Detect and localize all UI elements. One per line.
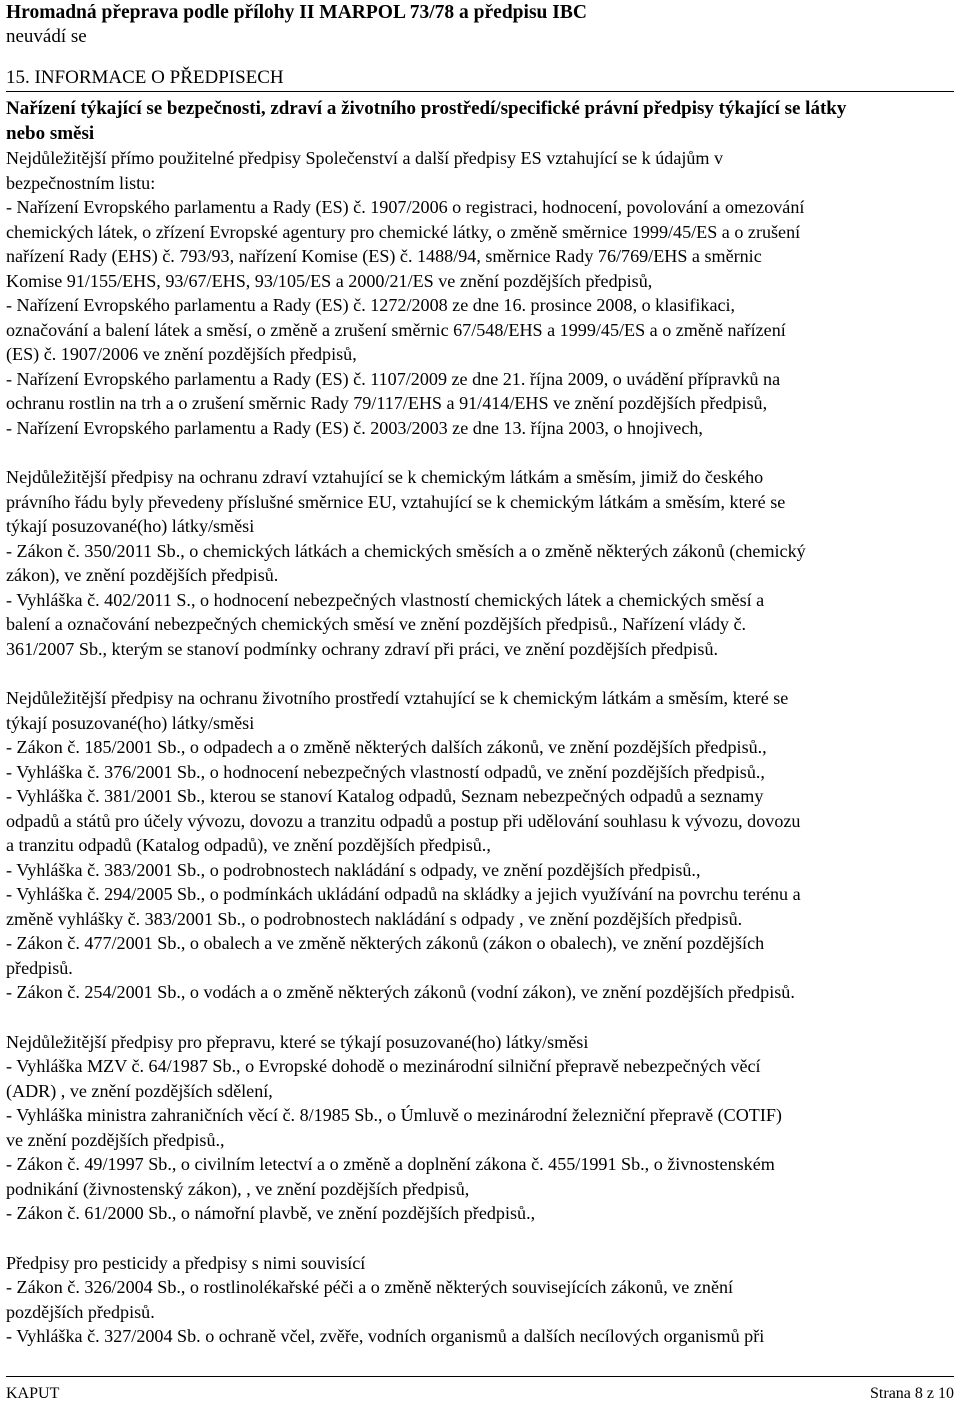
text-line: - Zákon č. 326/2004 Sb., o rostlinolékařské péči a o změně některých souvisejících zákonů, ve znění (6, 1277, 734, 1297)
transport-heading: Hromadná přeprava podle přílohy II MARPOL 73/78 a předpisu IBC (6, 2, 587, 23)
regulation-block (6, 1030, 954, 1226)
text-line: zákon), ve znění pozdějších předpisů. (6, 565, 279, 585)
text-line: - Vyhláška č. 381/2001 Sb., kterou se stanoví Katalog odpadů, Seznam nebezpečných odpadů a seznamy (6, 786, 764, 806)
text-line: - Zákon č. 477/2001 Sb., o obalech a ve změně některých zákonů (zákon o obalech), ve znění pozdějších (6, 933, 765, 953)
text-line: - Vyhláška č. 402/2011 S., o hodnocení nebezpečných vlastností chemických látek a chemických směsí a (6, 589, 765, 610)
text-line: týkají posuzované(ho) látky/směsi (6, 516, 255, 536)
text-line: Nejdůležitější předpisy pro přepravu, které se týkají posuzované(ho) látky/směsi (6, 1031, 589, 1052)
regulation-block (6, 686, 954, 1005)
text-line: - Zákon č. 49/1997 Sb., o civilním letectví a o změně a doplnění zákona č. 455/1991 Sb., o živnostenském (6, 1154, 775, 1174)
text-line: - Nařízení Evropského parlamentu a Rady (ES) č. 2003/2003 ze dne 13. října 2003, o hnojivech, (6, 417, 703, 438)
text-line: odpadů a států pro účely vývozu, dovozu a tranzitu odpadů a postup při udělování souhlasu k vývozu, dovozu (6, 810, 801, 831)
text-line: - Nařízení Evropského parlamentu a Rady (ES) č. 1107/2009 ze dne 21. října 2009, o uvádění přípravků na (6, 368, 781, 389)
text-line: označování a balení látek a směsí, o změně a zrušení směrnic 67/548/EHS a 1999/45/ES a o změně nařízení (6, 319, 786, 340)
text-line: změně vyhlášky č. 383/2001 Sb., o podrobnostech nakládání s odpady , ve znění pozdějších předpisů. (6, 908, 743, 929)
block-spacer (6, 1226, 954, 1251)
document-page (6, 0, 954, 1349)
text-line: balení a označování nebezpečných chemických směsí ve znění pozdějších předpisů., Nařízení vlády č. (6, 614, 747, 634)
text-line: Komise 91/155/EHS, 93/67/EHS, 93/105/ES a 2000/21/ES ve znění pozdějších předpisů, (6, 270, 653, 291)
text-line: bezpečnostním listu: (6, 172, 156, 193)
text-line: (ADR) , ve znění pozdějších sdělení, (6, 1080, 273, 1101)
text-line: ochranu rostlin na trh a o zrušení směrnic Rady 79/117/EHS a 91/414/EHS ve znění pozdějších předpisů, (6, 393, 768, 413)
text-line: - Zákon č. 61/2000 Sb., o námořní plavbě, ve znění pozdějších předpisů., (6, 1203, 536, 1223)
block-spacer (6, 440, 954, 465)
regulation-blocks (6, 146, 954, 1349)
regulation-block (6, 465, 954, 661)
block-spacer (6, 661, 954, 686)
text-line: Předpisy pro pesticidy a předpisy s nimi souvisící (6, 1252, 366, 1273)
text-line: nařízení Rady (EHS) č. 793/93, nařízení Komise (ES) č. 1488/94, směrnice Rady 76/769/EHS a směrnic (6, 246, 762, 266)
subheading-line: Nařízení týkající se bezpečnosti, zdraví a životního prostředí/specifické právní předpisy týkající se látky (6, 98, 847, 119)
text-line: ve znění pozdějších předpisů., (6, 1129, 225, 1150)
text-line: - Zákon č. 185/2001 Sb., o odpadech a o změně některých dalších zákonů, ve znění pozdějších předpisů., (6, 737, 767, 757)
text-line: - Vyhláška č. 327/2004 Sb. o ochraně včel, zvěře, vodních organismů a dalších necílových organismů při (6, 1326, 765, 1346)
text-line: právního řádu byly převedeny příslušné směrnice EU, vztahující se k chemickým látkám a směsím, které se (6, 491, 786, 512)
text-line: Nejdůležitější předpisy na ochranu životního prostředí vztahující se k chemickým látkám a směsím, které se (6, 688, 789, 708)
subheading-line: nebo směsi (6, 122, 95, 144)
text-line: chemických látek, o zřízení Evropské agentury pro chemické látky, o změně směrnice 1999/45/ES a o zrušení (6, 221, 801, 242)
text-line: 361/2007 Sb., kterým se stanoví podmínky ochrany zdraví při práci, ve znění pozdějších předpisů. (6, 638, 719, 659)
text-line: - Vyhláška č. 383/2001 Sb., o podrobnostech nakládání s odpady, ve znění pozdějších předpisů., (6, 859, 701, 880)
regulation-block (6, 146, 954, 440)
text-line: - Vyhláška č. 294/2005 Sb., o podmínkách ukládání odpadů na skládky a jejich využívání na povrchu terénu a (6, 884, 801, 904)
transport-value: neuvádí se (6, 26, 87, 47)
text-line: pozdějších předpisů. (6, 1301, 155, 1322)
text-line: Nejdůležitější přímo použitelné předpisy Společenství a další předpisy ES vztahující se k údajům v (6, 148, 724, 168)
text-line: Nejdůležitější předpisy na ochranu zdraví vztahující se k chemickým látkám a směsím, jimiž do českého (6, 467, 764, 487)
block-spacer (6, 1005, 954, 1030)
text-line: předpisů. (6, 957, 73, 978)
section-subheading (6, 97, 954, 146)
section-heading: 15. INFORMACE O PŘEDPISECH (6, 66, 954, 92)
text-line: - Zákon č. 350/2011 Sb., o chemických látkách a chemických směsích a o změně některých zákonů (chemický (6, 540, 806, 561)
text-line: - Vyhláška č. 376/2001 Sb., o hodnocení nebezpečných vlastností odpadů, ve znění pozdějších předpisů., (6, 761, 765, 782)
text-line: - Vyhláška MZV č. 64/1987 Sb., o Evropské dohodě o mezinárodní silniční přepravě nebezpečných věcí (6, 1056, 761, 1076)
footer-product-name: KAPUT (6, 1385, 60, 1402)
page-footer (6, 1376, 954, 1402)
regulation-block (6, 1251, 954, 1349)
text-line: - Nařízení Evropského parlamentu a Rady (ES) č. 1907/2006 o registraci, hodnocení, povolování a omezování (6, 197, 805, 217)
text-line: a tranzitu odpadů (Katalog odpadů), ve znění pozdějších předpisů., (6, 835, 491, 855)
text-line: (ES) č. 1907/2006 ve znění pozdějších předpisů, (6, 344, 357, 364)
text-line: týkají posuzované(ho) látky/směsi (6, 712, 255, 733)
text-line: podnikání (živnostenský zákon), , ve znění pozdějších předpisů, (6, 1178, 470, 1199)
footer-page-number: Strana 8 z 10 (870, 1385, 954, 1402)
text-line: - Zákon č. 254/2001 Sb., o vodách a o změně některých zákonů (vodní zákon), ve znění pozdějších předpisů. (6, 982, 795, 1002)
text-line: - Vyhláška ministra zahraničních věcí č. 8/1985 Sb., o Úmluvě o mezinárodní železniční přepravě (COTIF) (6, 1105, 782, 1125)
text-line: - Nařízení Evropského parlamentu a Rady (ES) č. 1272/2008 ze dne 16. prosince 2008, o klasifikaci, (6, 295, 736, 315)
